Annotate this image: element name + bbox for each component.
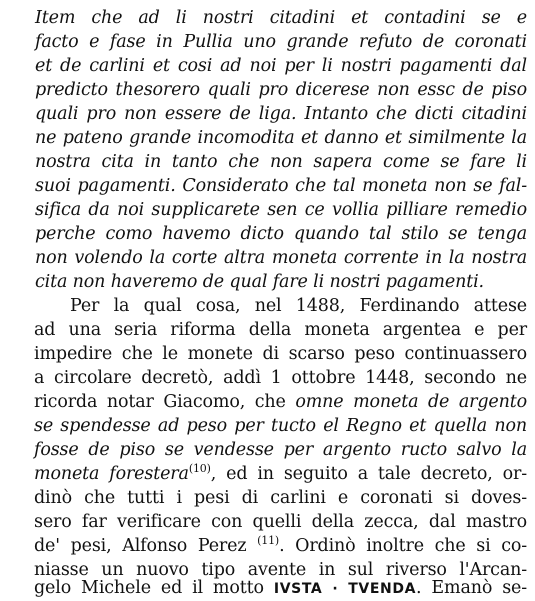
body-text: ricorda notar Giacomo, che [34, 392, 286, 412]
body-line [34, 534, 527, 558]
body-line: a circolare decretò, addì 1 ottobre 1448, secondo ne [34, 368, 527, 388]
body-line: ad una seria riforma della moneta argentea e per [34, 320, 527, 340]
body-line [34, 462, 527, 486]
body-italic-line: fosse de piso se vendesse per argento ructo salvo la [34, 440, 527, 460]
quote-line: nostra cita in tanto che non sapera come se fare li [35, 152, 527, 172]
footnote-ref[interactable]: (10) [188, 462, 211, 476]
motto-text: IVSTA · TVENDA [273, 581, 416, 597]
body-line: niasse un nuovo tipo avente in sul riverso l'Arcan- [34, 560, 527, 580]
footnote-ref[interactable]: (11) [257, 534, 280, 548]
quote-line: sifica da noi supplicarete sen ce vollia pilliare remedio [35, 200, 527, 220]
body-line: impedire che le monete di scarso peso continuassero [34, 344, 527, 364]
body-text: , ed in seguito a tale decreto, or- [210, 464, 527, 484]
body-line [34, 576, 527, 601]
quote-line: non volendo la corte altra moneta corrente in la nostra [35, 248, 527, 268]
quote-line: Item che ad li nostri citadini et contadini se e [35, 8, 527, 28]
body-line: dinò che tutti i pesi di carlini e coronati si doves- [34, 488, 527, 508]
quote-line: suoi pagamenti. Considerato che tal moneta non se fal- [35, 176, 527, 196]
quote-line: ne pateno grande incomodita et danno et similmente la [35, 128, 527, 148]
quote-line: et de carlini et cosi ad noi per li nostri pagamenti dal [35, 56, 527, 76]
body-text: gelo Michele ed il motto [34, 578, 274, 598]
body-italic-text: omne moneta de argento [295, 392, 527, 412]
quote-line: facto e fase in Pullia uno grande refuto de coronati [35, 32, 527, 52]
body-text: . Emanò se- [416, 578, 527, 598]
quote-line: quali pro non essere de liga. Intanto che dicti citadini [35, 104, 527, 124]
quote-line: perche como havemo dicto quando tal stilo se tenga [35, 224, 527, 244]
body-line: sero far verificare con quelli della zecca, dal mastro [34, 512, 527, 532]
body-italic-line: se spendesse ad peso per tucto el Regno et quella non [34, 416, 527, 436]
quote-line: predicto thesorero quali pro dicerese non essc de piso [35, 80, 527, 100]
body-line [34, 390, 527, 414]
body-italic-text: moneta forestera [34, 464, 189, 484]
body-text: de' pesi, Alfonso Perez [34, 536, 258, 556]
quote-line: cita non haveremo de qual fare li nostri pagamenti. [35, 272, 484, 292]
body-line: Per la qual cosa, nel 1488, Ferdinando attese [70, 296, 527, 316]
body-text: . Ordinò inoltre che si co- [279, 536, 528, 556]
